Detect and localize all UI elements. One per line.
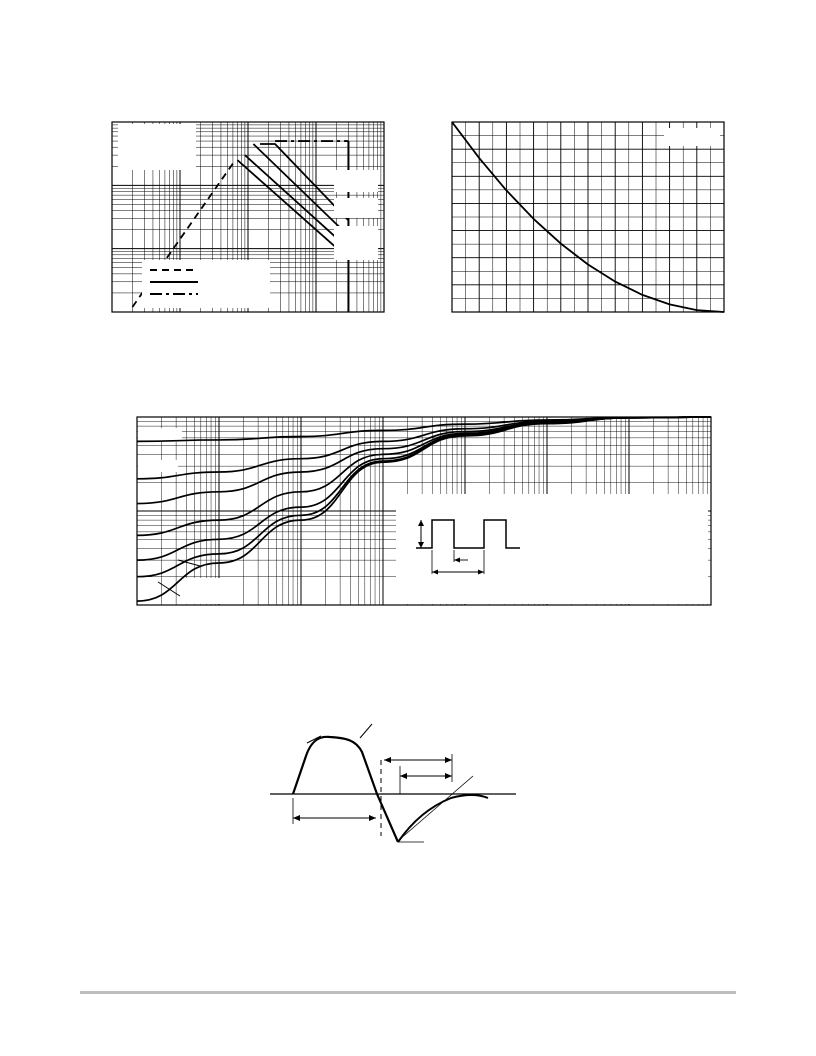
arrowhead: [400, 773, 407, 779]
waveform-diagram: [266, 716, 522, 846]
label-box: [138, 460, 178, 472]
series-line: [245, 155, 349, 249]
label-box-right-lower: [334, 226, 378, 260]
series-line: [137, 417, 711, 504]
series-line: [237, 160, 348, 258]
chart-middle: [134, 414, 714, 608]
arrowhead: [384, 757, 391, 763]
label-box: [184, 578, 236, 604]
recovery-tangent: [399, 776, 473, 840]
legend-box: [142, 260, 270, 308]
footer-rule: [80, 991, 736, 994]
arrowhead: [445, 773, 452, 779]
label-box-right-upper: [334, 170, 378, 192]
arrowhead: [445, 757, 452, 763]
arrowhead: [293, 815, 300, 821]
label-box-top-left: [118, 124, 196, 170]
label-box: [138, 428, 182, 442]
on-state-pulse: [293, 737, 398, 842]
label-box-top-right: [664, 128, 720, 146]
arrowhead: [369, 815, 376, 821]
inset-box: [396, 494, 708, 604]
tangent-pointer: [360, 724, 372, 738]
label-box-right-middle: [334, 198, 378, 218]
chart-top-left: [108, 118, 388, 314]
chart-top-right: [448, 118, 728, 314]
